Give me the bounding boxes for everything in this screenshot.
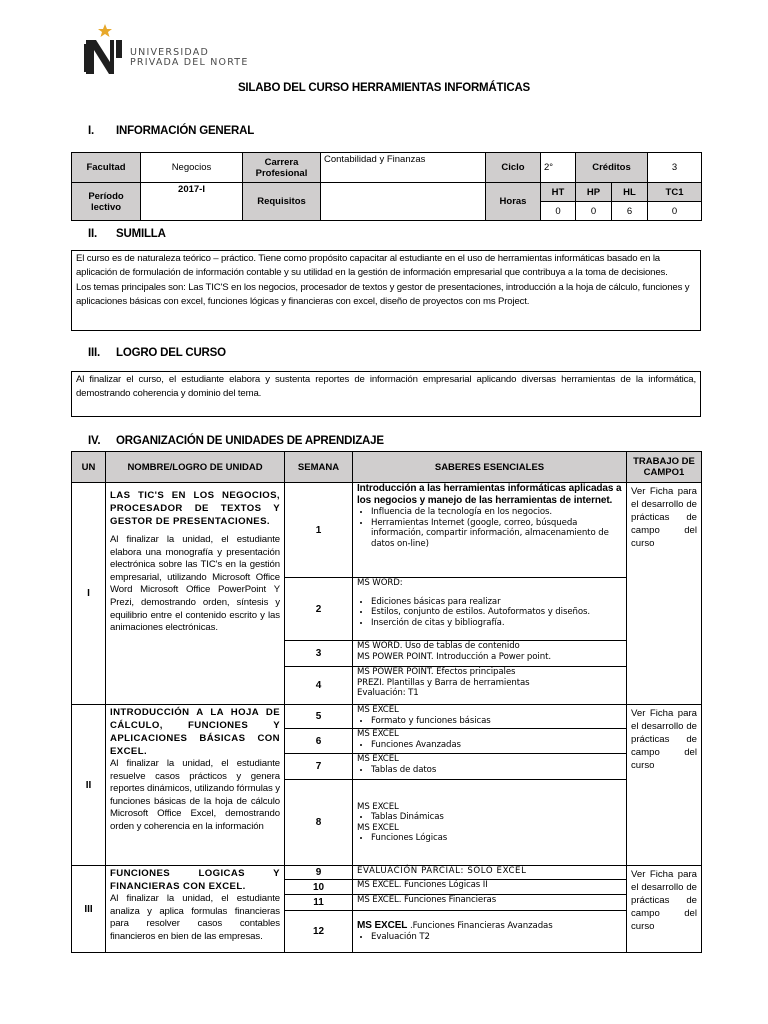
table-row — [72, 866, 702, 880]
saberes-list — [357, 812, 622, 823]
saberes-line: EVALUACIÓN PARCIAL: SOLO EXCEL — [357, 866, 527, 876]
unit-description: Al finalizar la unidad, el estudiante analiza y aplica formulas financieras para resolver casos contables financieros en bien de las empresas. — [110, 893, 280, 942]
header-semana: SEMANA — [285, 452, 353, 483]
section-heading-logro — [88, 347, 226, 359]
periodo-label: Período lectivo — [72, 183, 141, 221]
unit-title: LAS TIC'S EN LOS NEGOCIOS, PROCESADOR DE TEXTOS Y GESTOR DE PRESENTACIONES. — [110, 490, 280, 527]
units-table — [71, 451, 702, 953]
saberes-heading: MS WORD: — [357, 578, 403, 588]
week-number: 8 — [285, 780, 353, 866]
unit-cell — [106, 483, 285, 705]
saberes-cell — [353, 667, 627, 705]
requisitos-label: Requisitos — [243, 183, 321, 221]
section-heading-unidades — [88, 435, 384, 447]
list-item: • Influencia de la tecnología en los negocios. — [371, 507, 622, 518]
section-number: IV. — [88, 435, 101, 447]
section-label: SUMILLA — [116, 228, 166, 240]
unit-title: FUNCIONES LOGICAS Y FINANCIERAS CON EXCEL. — [110, 868, 280, 892]
facultad-value: Negocios — [141, 153, 243, 183]
week-number: 1 — [285, 483, 353, 578]
university-name-line2: PRIVADA DEL NORTE — [130, 57, 249, 68]
list-item: • Ediciones básicas para realizar — [371, 597, 622, 608]
carrera-value: Contabilidad y Finanzas — [321, 153, 486, 183]
unit-number: III — [72, 866, 106, 953]
list-item: • Tablas Dinámicas — [371, 812, 622, 823]
unit-cell — [106, 866, 285, 953]
saberes-list — [357, 833, 622, 844]
saberes-heading: MS EXCEL — [357, 705, 399, 715]
saberes-cell — [353, 911, 627, 953]
list-item: • Funciones Lógicas — [371, 833, 622, 844]
saberes-cell — [353, 729, 627, 754]
saberes-heading: MS EXCEL — [357, 822, 399, 833]
university-name-line1: UNIVERSIDAD — [130, 47, 209, 58]
hp-label: HP — [576, 183, 612, 202]
saberes-line: Evaluación: T1 — [357, 688, 419, 698]
saberes-heading: MS EXCEL — [357, 754, 399, 764]
saberes-heading: MS EXCEL — [357, 729, 399, 739]
table-row — [72, 483, 702, 578]
header-saberes: SABERES ESENCIALES — [353, 452, 627, 483]
sumilla-box — [71, 250, 701, 331]
week-number: 12 — [285, 911, 353, 953]
hl-value: 6 — [612, 202, 648, 221]
saberes-heading: Introducción a las herramientas informáticas aplicadas a los negocios y manejo de las herramientas de internet. — [357, 483, 622, 506]
requisitos-value — [321, 183, 486, 221]
section-number: III. — [88, 347, 100, 359]
section-label: LOGRO DEL CURSO — [116, 347, 226, 359]
saberes-cell — [353, 780, 627, 866]
saberes-cell — [353, 578, 627, 641]
list-item: • Estilos, conjunto de estilos. Autoformatos y diseños. — [371, 607, 622, 618]
saberes-cell — [353, 641, 627, 667]
week-number: 4 — [285, 667, 353, 705]
week-number: 9 — [285, 866, 353, 880]
sumilla-paragraph-2: Los temas principales son: Las TIC'S en los negocios, procesador de textos y gestor de presentaciones, introducción a la hoja de cálculo, funciones y aplicaciones básicas con excel, funciones lógicas y financieras con excel, diseño de proyectos con ms Project. — [76, 281, 690, 307]
logro-text: Al finalizar el curso, el estudiante elabora y sustenta reportes de información empresarial aplicando diversas herramientas de la informática, demostrando coherencia y dominio del tema. — [76, 374, 696, 400]
horas-label: Horas — [486, 183, 541, 221]
week-number: 5 — [285, 705, 353, 729]
hl-label: HL — [612, 183, 648, 202]
saberes-line — [357, 920, 622, 932]
list-item: • Evaluación T2 — [371, 932, 622, 943]
upn-n-logo-icon — [82, 22, 126, 76]
section-heading-sumilla — [88, 228, 166, 240]
week-number: 7 — [285, 754, 353, 780]
saberes-cell — [353, 483, 627, 578]
week-number: 11 — [285, 895, 353, 911]
creditos-label: Créditos — [576, 153, 648, 183]
facultad-label: Facultad — [72, 153, 141, 183]
sumilla-paragraph-1: El curso es de naturaleza teórico – práctico. Tiene como propósito capacitar al estudiante en el uso de herramientas informáticas basado en la aplicación de formulación de información contable y su utilidad en la gestión de información empresarial que contribuya a la toma de decisiones. — [76, 253, 668, 279]
saberes-list — [357, 740, 622, 751]
periodo-value: 2017-I — [141, 183, 243, 221]
university-name — [130, 48, 249, 68]
section-number: II. — [88, 228, 97, 240]
ht-value: 0 — [541, 202, 576, 221]
general-info-table — [71, 152, 702, 221]
saberes-list — [357, 765, 622, 776]
header-trabajo: TRABAJO DE CAMPO1 — [627, 452, 702, 483]
creditos-value: 3 — [648, 153, 702, 183]
saberes-line: MS POWER POINT. Introducción a Power point. — [357, 651, 551, 662]
saberes-cell — [353, 866, 627, 880]
saberes-list — [357, 716, 622, 727]
saberes-line: MS EXCEL. Funciones Lógicas II — [357, 880, 488, 890]
saberes-line: MS POWER POINT. Efectos principales — [357, 667, 516, 677]
ciclo-value: 2° — [541, 153, 576, 183]
unit-cell — [106, 705, 285, 866]
section-label: ORGANIZACIÓN DE UNIDADES DE APRENDIZAJE — [116, 435, 384, 447]
header-un: UN — [72, 452, 106, 483]
saberes-list — [357, 597, 622, 629]
saberes-line: MS WORD. Uso de tablas de contenido — [357, 641, 520, 651]
tc-value: 0 — [648, 202, 702, 221]
trabajo-campo: Ver Ficha para el desarrollo de prácticas de campo del curso — [627, 866, 702, 953]
hp-value: 0 — [576, 202, 612, 221]
unit-title: INTRODUCCIÓN A LA HOJA DE CÁLCULO, FUNCIONES Y APLICACIONES BÁSICAS CON EXCEL. — [110, 707, 280, 757]
saberes-list — [357, 932, 622, 943]
section-label: INFORMACIÓN GENERAL — [116, 125, 255, 137]
trabajo-campo: Ver Ficha para el desarrollo de prácticas de campo del curso — [627, 705, 702, 866]
saberes-heading: MS EXCEL — [357, 920, 408, 932]
list-item: • Tablas de datos — [371, 765, 622, 776]
trabajo-campo: Ver Ficha para el desarrollo de prácticas de campo del curso — [627, 483, 702, 705]
saberes-cell — [353, 895, 627, 911]
unit-description: Al finalizar la unidad, el estudiante resuelve casos prácticos y genera reportes dinámicos, utilizando fórmulas y funciones básicas de la hoja de cálculo Microsoft Office Excel, demostrando orden y coherencia en la información — [110, 758, 280, 832]
tc-label: TC1 — [648, 183, 702, 202]
carrera-label: Carrera Profesional — [243, 153, 321, 183]
unit-number: I — [72, 483, 106, 705]
list-item: • Formato y funciones básicas — [371, 716, 622, 727]
saberes-heading-tail: .Funciones Financieras Avanzadas — [407, 921, 553, 932]
section-number: I. — [88, 125, 94, 137]
header-nombre: NOMBRE/LOGRO DE UNIDAD — [106, 452, 285, 483]
table-row — [72, 705, 702, 729]
saberes-cell — [353, 880, 627, 895]
week-number: 6 — [285, 729, 353, 754]
saberes-line: PREZI. Plantillas y Barra de herramientas — [357, 677, 530, 688]
logro-box — [71, 371, 701, 417]
week-number: 10 — [285, 880, 353, 895]
list-item: • Funciones Avanzadas — [371, 740, 622, 751]
saberes-list — [357, 507, 622, 549]
week-number: 3 — [285, 641, 353, 667]
ciclo-label: Ciclo — [486, 153, 541, 183]
saberes-line: MS EXCEL. Funciones Financieras — [357, 895, 497, 905]
page-title: SILABO DEL CURSO HERRAMIENTAS INFORMÁTICAS — [237, 82, 531, 94]
saberes-cell — [353, 705, 627, 729]
saberes-cell — [353, 754, 627, 780]
list-item: • Herramientas Internet (google, correo, búsqueda información, compartir información, almacenamiento de datos on-line) — [371, 518, 622, 550]
section-heading-informacion — [88, 125, 254, 137]
unit-description: Al finalizar la unidad, el estudiante elabora una monografía y presentación electrónica sobre las TIC's en la gestión empresarial, utilizando Microsoft Office Word Microsoft Office PowerPoint Y Prezi, demostrando orden, síntesis y equilibrio entre el contenido escrito y las animaciones electrónicas. — [110, 534, 280, 634]
unit-number: II — [72, 705, 106, 866]
university-logo — [82, 22, 272, 78]
ht-label: HT — [541, 183, 576, 202]
list-item: • Inserción de citas y bibliografía. — [371, 618, 622, 629]
saberes-heading: MS EXCEL — [357, 801, 399, 812]
week-number: 2 — [285, 578, 353, 641]
